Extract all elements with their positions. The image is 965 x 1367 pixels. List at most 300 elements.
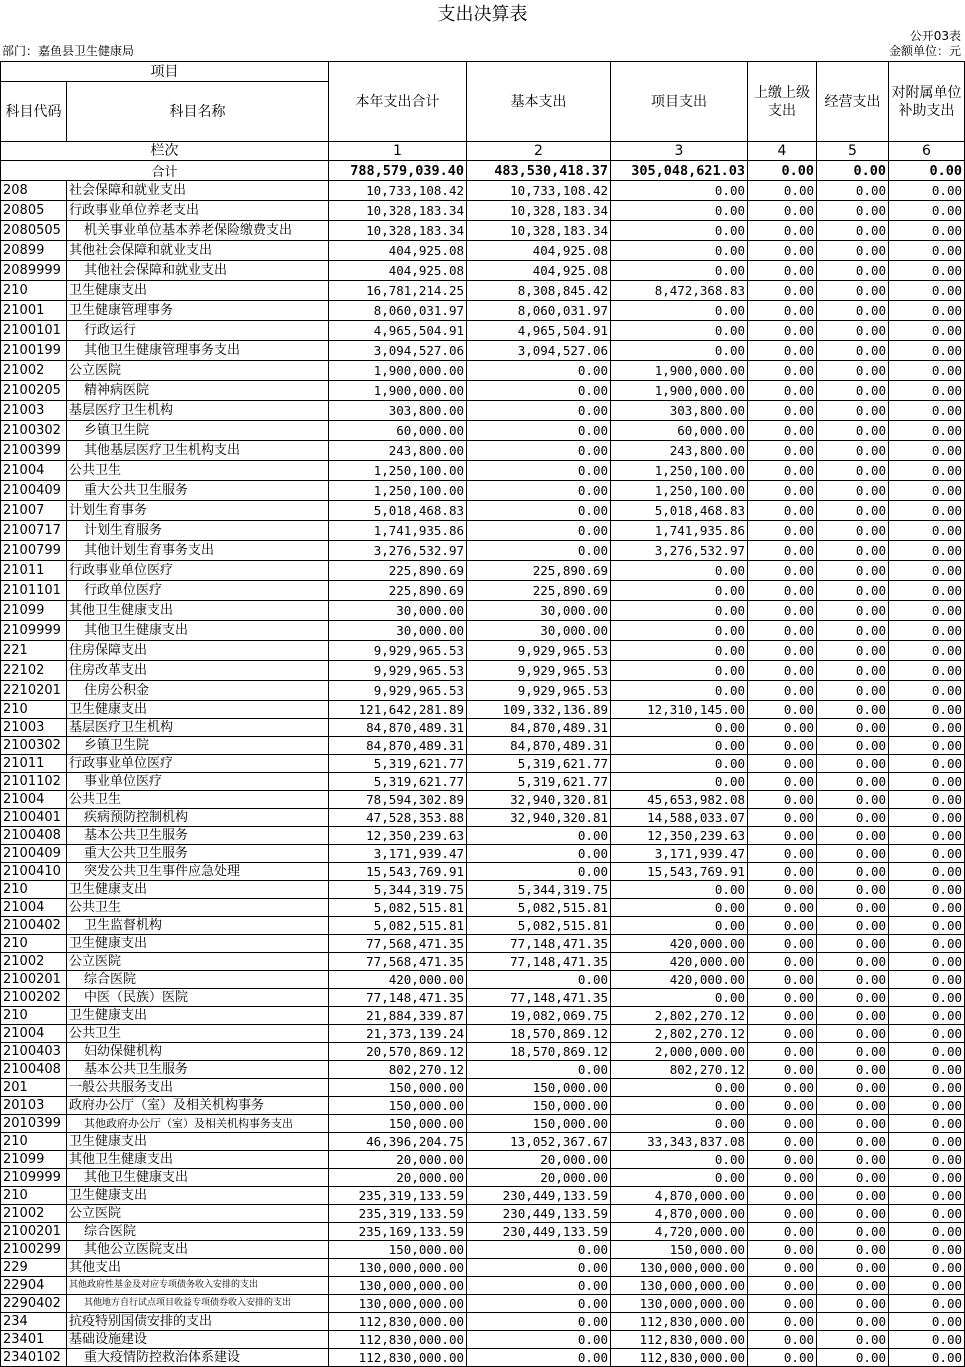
subject-code: 23401 [1,1331,67,1349]
subject-code: 210 [1,935,67,953]
amount-basic: 13,052,367.67 [467,1133,611,1151]
amount-project: 33,343,837.08 [611,1133,748,1151]
amount-subsidy: 0.00 [889,341,965,361]
amount-total: 30,000.00 [329,621,467,641]
amount-subsidy: 0.00 [889,1169,965,1187]
expenditure-table [0,61,965,1367]
subject-name: 公共卫生 [67,899,329,917]
amount-business: 0.00 [817,1025,889,1043]
amount-project: 0.00 [611,755,748,773]
amount-business: 0.00 [817,621,889,641]
amount-business: 0.00 [817,521,889,541]
amount-basic: 5,319,621.77 [467,755,611,773]
subject-code: 2100799 [1,541,67,561]
amount-subsidy: 0.00 [889,863,965,881]
amount-total: 112,830,000.00 [329,1331,467,1349]
amount-total: 60,000.00 [329,421,467,441]
table-row [1,1187,965,1205]
subject-name: 重大公共卫生服务 [67,481,329,501]
amount-project: 243,800.00 [611,441,748,461]
amount-total: 112,830,000.00 [329,1349,467,1367]
amount-total: 10,328,183.34 [329,201,467,221]
amount-upper: 0.00 [748,1223,817,1241]
amount-business: 0.00 [817,1223,889,1241]
subject-code: 22102 [1,661,67,681]
amount-basic: 0.00 [467,1295,611,1313]
amount-total: 84,870,489.31 [329,719,467,737]
amount-basic: 404,925.08 [467,261,611,281]
amount-upper: 0.00 [748,261,817,281]
subject-code: 210 [1,1133,67,1151]
subject-name: 其他政府性基金及对应专项债务收入安排的支出 [67,1277,329,1295]
amount-business: 0.00 [817,601,889,621]
amount-upper: 0.00 [748,441,817,461]
amount-basic: 225,890.69 [467,581,611,601]
amount-basic: 77,148,471.35 [467,989,611,1007]
subject-code: 21011 [1,755,67,773]
amount-total: 78,594,302.89 [329,791,467,809]
amount-upper: 0.00 [748,581,817,601]
amount-project: 45,653,982.08 [611,791,748,809]
amount-project: 0.00 [611,1097,748,1115]
amount-business: 0.00 [817,1331,889,1349]
table-row [1,1241,965,1259]
amount-subsidy: 0.00 [889,661,965,681]
amount-project: 0.00 [611,221,748,241]
amount-basic: 77,148,471.35 [467,953,611,971]
amount-upper: 0.00 [748,281,817,301]
subject-name: 基层医疗卫生机构 [67,719,329,737]
subject-code: 21003 [1,719,67,737]
amount-total: 77,568,471.35 [329,935,467,953]
amount-project: 0.00 [611,641,748,661]
subject-code: 210 [1,701,67,719]
amount-total: 1,250,100.00 [329,481,467,501]
subject-name: 计划生育服务 [67,521,329,541]
amount-upper: 0.00 [748,1331,817,1349]
amount-business: 0.00 [817,421,889,441]
amount-business: 0.00 [817,1115,889,1133]
amount-project: 420,000.00 [611,935,748,953]
amount-project: 130,000,000.00 [611,1259,748,1277]
subject-code: 2100101 [1,321,67,341]
amount-subsidy: 0.00 [889,1133,965,1151]
subject-name: 卫生健康支出 [67,935,329,953]
amount-project: 1,250,100.00 [611,481,748,501]
amount-project: 130,000,000.00 [611,1295,748,1313]
amount-total: 20,570,869.12 [329,1043,467,1061]
amount-upper: 0.00 [748,701,817,719]
amount-total: 130,000,000.00 [329,1295,467,1313]
subject-name: 基础设施建设 [67,1331,329,1349]
subject-code: 210 [1,1007,67,1025]
total-basic: 483,530,418.37 [467,161,611,181]
col-index-3: 3 [611,142,748,161]
table-row [1,561,965,581]
amount-upper: 0.00 [748,1349,817,1367]
subject-name: 行政事业单位医疗 [67,755,329,773]
subject-name: 妇幼保健机构 [67,1043,329,1061]
subject-code: 2100399 [1,441,67,461]
subject-code: 21002 [1,1205,67,1223]
amount-total: 30,000.00 [329,601,467,621]
amount-business: 0.00 [817,301,889,321]
amount-upper: 0.00 [748,719,817,737]
amount-subsidy: 0.00 [889,989,965,1007]
amount-upper: 0.00 [748,681,817,701]
amount-basic: 32,940,320.81 [467,791,611,809]
amount-subsidy: 0.00 [889,827,965,845]
table-row [1,899,965,917]
header-business: 经营支出 [817,62,889,142]
header-project: 项目 [1,62,329,82]
amount-upper: 0.00 [748,935,817,953]
amount-total: 150,000.00 [329,1115,467,1133]
amount-basic: 0.00 [467,971,611,989]
amount-subsidy: 0.00 [889,1187,965,1205]
amount-subsidy: 0.00 [889,521,965,541]
total-upper: 0.00 [748,161,817,181]
amount-project: 0.00 [611,881,748,899]
amount-business: 0.00 [817,701,889,719]
subject-code: 2100408 [1,827,67,845]
amount-total: 235,319,133.59 [329,1187,467,1205]
amount-project: 420,000.00 [611,971,748,989]
amount-project: 4,870,000.00 [611,1205,748,1223]
header-project-expense: 项目支出 [611,62,748,142]
amount-business: 0.00 [817,1205,889,1223]
amount-upper: 0.00 [748,1133,817,1151]
table-row [1,881,965,899]
table-row [1,1295,965,1313]
table-row [1,601,965,621]
amount-upper: 0.00 [748,1241,817,1259]
subject-name: 其他卫生健康支出 [67,1169,329,1187]
amount-project: 14,588,033.07 [611,809,748,827]
subject-name: 公立医院 [67,953,329,971]
amount-upper: 0.00 [748,1043,817,1061]
table-row [1,201,965,221]
table-row [1,681,965,701]
table-row [1,1259,965,1277]
amount-project: 0.00 [611,681,748,701]
amount-total: 5,018,468.83 [329,501,467,521]
amount-upper: 0.00 [748,421,817,441]
subject-name: 行政运行 [67,321,329,341]
subject-name: 其他基层医疗卫生机构支出 [67,441,329,461]
amount-basic: 5,082,515.81 [467,899,611,917]
subject-name: 行政事业单位医疗 [67,561,329,581]
table-row [1,935,965,953]
amount-total: 802,270.12 [329,1061,467,1079]
subject-name: 卫生健康支出 [67,281,329,301]
amount-total: 112,830,000.00 [329,1313,467,1331]
table-row [1,809,965,827]
subject-name: 其他政府办公厅（室）及相关机构事务支出 [67,1115,329,1133]
amount-basic: 150,000.00 [467,1097,611,1115]
amount-total: 235,319,133.59 [329,1205,467,1223]
table-row [1,1025,965,1043]
table-row [1,381,965,401]
subject-name: 卫生健康支出 [67,1187,329,1205]
amount-project: 1,250,100.00 [611,461,748,481]
header-upper: 上缴上级支出 [748,62,817,142]
subject-code: 2100205 [1,381,67,401]
amount-project: 1,741,935.86 [611,521,748,541]
amount-subsidy: 0.00 [889,1331,965,1349]
amount-total: 20,000.00 [329,1169,467,1187]
amount-basic: 0.00 [467,501,611,521]
table-row [1,863,965,881]
amount-business: 0.00 [817,341,889,361]
header-name: 科目名称 [67,82,329,142]
amount-total: 9,929,965.53 [329,641,467,661]
amount-subsidy: 0.00 [889,321,965,341]
amount-upper: 0.00 [748,971,817,989]
amount-subsidy: 0.00 [889,421,965,441]
amount-subsidy: 0.00 [889,1115,965,1133]
amount-total: 1,250,100.00 [329,461,467,481]
amount-subsidy: 0.00 [889,681,965,701]
amount-basic: 0.00 [467,1349,611,1367]
amount-upper: 0.00 [748,1115,817,1133]
amount-subsidy: 0.00 [889,845,965,863]
amount-business: 0.00 [817,863,889,881]
amount-business: 0.00 [817,1187,889,1205]
amount-upper: 0.00 [748,953,817,971]
amount-project: 0.00 [611,1169,748,1187]
amount-basic: 0.00 [467,1331,611,1349]
subject-name: 政府办公厅（室）及相关机构事务 [67,1097,329,1115]
amount-basic: 18,570,869.12 [467,1025,611,1043]
amount-upper: 0.00 [748,1187,817,1205]
amount-business: 0.00 [817,661,889,681]
subject-code: 2100403 [1,1043,67,1061]
amount-total: 4,965,504.91 [329,321,467,341]
amount-total: 420,000.00 [329,971,467,989]
amount-subsidy: 0.00 [889,701,965,719]
amount-business: 0.00 [817,261,889,281]
amount-project: 3,276,532.97 [611,541,748,561]
subject-name: 卫生健康管理事务 [67,301,329,321]
amount-upper: 0.00 [748,601,817,621]
amount-business: 0.00 [817,361,889,381]
amount-upper: 0.00 [748,221,817,241]
amount-basic: 10,328,183.34 [467,201,611,221]
amount-basic: 9,929,965.53 [467,641,611,661]
subject-code: 2101101 [1,581,67,601]
amount-subsidy: 0.00 [889,181,965,201]
amount-project: 2,802,270.12 [611,1025,748,1043]
table-row [1,773,965,791]
amount-project: 1,900,000.00 [611,381,748,401]
subject-name: 其他卫生健康支出 [67,601,329,621]
subject-name: 其他支出 [67,1259,329,1277]
amount-business: 0.00 [817,989,889,1007]
amount-business: 0.00 [817,241,889,261]
amount-total: 1,900,000.00 [329,361,467,381]
table-row [1,1313,965,1331]
amount-basic: 0.00 [467,845,611,863]
amount-basic: 9,929,965.53 [467,681,611,701]
amount-project: 3,171,939.47 [611,845,748,863]
amount-upper: 0.00 [748,641,817,661]
amount-subsidy: 0.00 [889,201,965,221]
amount-upper: 0.00 [748,917,817,935]
amount-upper: 0.00 [748,773,817,791]
table-row [1,181,965,201]
amount-business: 0.00 [817,1295,889,1313]
amount-subsidy: 0.00 [889,561,965,581]
subject-code: 20899 [1,241,67,261]
subject-name: 公共卫生 [67,1025,329,1043]
amount-basic: 9,929,965.53 [467,661,611,681]
amount-subsidy: 0.00 [889,755,965,773]
amount-total: 404,925.08 [329,241,467,261]
subject-code: 2100409 [1,845,67,863]
table-row [1,1133,965,1151]
amount-basic: 10,328,183.34 [467,221,611,241]
amount-business: 0.00 [817,1007,889,1025]
amount-total: 5,344,319.75 [329,881,467,899]
subject-code: 2100717 [1,521,67,541]
amount-basic: 0.00 [467,381,611,401]
amount-project: 0.00 [611,917,748,935]
amount-total: 84,870,489.31 [329,737,467,755]
subject-code: 234 [1,1313,67,1331]
amount-total: 3,276,532.97 [329,541,467,561]
subject-code: 2089999 [1,261,67,281]
subject-code: 2100201 [1,971,67,989]
amount-upper: 0.00 [748,561,817,581]
amount-basic: 230,449,133.59 [467,1223,611,1241]
table-row [1,461,965,481]
subject-code: 210 [1,881,67,899]
amount-project: 112,830,000.00 [611,1313,748,1331]
amount-upper: 0.00 [748,755,817,773]
amount-total: 5,319,621.77 [329,755,467,773]
subject-name: 其他公立医院支出 [67,1241,329,1259]
amount-business: 0.00 [817,1349,889,1367]
amount-subsidy: 0.00 [889,953,965,971]
amount-subsidy: 0.00 [889,1223,965,1241]
amount-subsidy: 0.00 [889,301,965,321]
amount-upper: 0.00 [748,241,817,261]
subject-name: 其他社会保障和就业支出 [67,261,329,281]
amount-subsidy: 0.00 [889,737,965,755]
amount-project: 0.00 [611,181,748,201]
amount-basic: 8,060,031.97 [467,301,611,321]
subject-name: 机关事业单位基本养老保险缴费支出 [67,221,329,241]
amount-total: 10,733,108.42 [329,181,467,201]
amount-subsidy: 0.00 [889,971,965,989]
amount-upper: 0.00 [748,737,817,755]
amount-upper: 0.00 [748,621,817,641]
amount-business: 0.00 [817,441,889,461]
amount-basic: 3,094,527.06 [467,341,611,361]
amount-basic: 0.00 [467,441,611,461]
department-label: 部门：嘉鱼县卫生健康局 [2,44,135,58]
subject-code: 2290402 [1,1295,67,1313]
amount-project: 2,802,270.12 [611,1007,748,1025]
amount-subsidy: 0.00 [889,1025,965,1043]
col-index-4: 4 [748,142,817,161]
subject-name: 其他计划生育事务支出 [67,541,329,561]
amount-project: 60,000.00 [611,421,748,441]
amount-subsidy: 0.00 [889,1205,965,1223]
subject-name: 行政事业单位养老支出 [67,201,329,221]
amount-upper: 0.00 [748,809,817,827]
amount-project: 0.00 [611,581,748,601]
subject-name: 住房改革支出 [67,661,329,681]
amount-upper: 0.00 [748,341,817,361]
subject-code: 21001 [1,301,67,321]
subject-code: 21003 [1,401,67,421]
subject-code: 2100401 [1,809,67,827]
table-row [1,261,965,281]
table-row [1,1007,965,1025]
amount-total: 10,328,183.34 [329,221,467,241]
table-row [1,521,965,541]
amount-business: 0.00 [817,461,889,481]
amount-basic: 0.00 [467,827,611,845]
table-row [1,661,965,681]
amount-total: 150,000.00 [329,1079,467,1097]
subject-name: 基层医疗卫生机构 [67,401,329,421]
amount-upper: 0.00 [748,301,817,321]
amount-project: 112,830,000.00 [611,1331,748,1349]
amount-subsidy: 0.00 [889,401,965,421]
total-business: 0.00 [817,161,889,181]
table-row [1,953,965,971]
amount-business: 0.00 [817,1259,889,1277]
subject-name: 其他社会保障和就业支出 [67,241,329,261]
amount-basic: 20,000.00 [467,1169,611,1187]
subject-code: 21004 [1,1025,67,1043]
subject-code: 21004 [1,899,67,917]
amount-subsidy: 0.00 [889,791,965,809]
amount-upper: 0.00 [748,481,817,501]
amount-upper: 0.00 [748,361,817,381]
amount-basic: 0.00 [467,1061,611,1079]
amount-upper: 0.00 [748,1151,817,1169]
subject-code: 2340102 [1,1349,67,1367]
subject-code: 2100199 [1,341,67,361]
amount-upper: 0.00 [748,381,817,401]
amount-business: 0.00 [817,881,889,899]
amount-total: 77,568,471.35 [329,953,467,971]
amount-business: 0.00 [817,501,889,521]
amount-project: 0.00 [611,201,748,221]
amount-basic: 19,082,069.75 [467,1007,611,1025]
amount-total: 46,396,204.75 [329,1133,467,1151]
col-index-2: 2 [467,142,611,161]
table-row [1,1097,965,1115]
subject-name: 重大公共卫生服务 [67,845,329,863]
subject-name: 卫生健康支出 [67,1007,329,1025]
unit-label: 金额单位：元 [888,44,961,58]
amount-project: 0.00 [611,773,748,791]
amount-basic: 0.00 [467,863,611,881]
amount-business: 0.00 [817,953,889,971]
amount-basic: 8,308,845.42 [467,281,611,301]
amount-business: 0.00 [817,1277,889,1295]
amount-project: 1,900,000.00 [611,361,748,381]
subject-code: 2100410 [1,863,67,881]
subject-name: 重大疫情防控救治体系建设 [67,1349,329,1367]
subject-code: 21002 [1,953,67,971]
amount-subsidy: 0.00 [889,381,965,401]
